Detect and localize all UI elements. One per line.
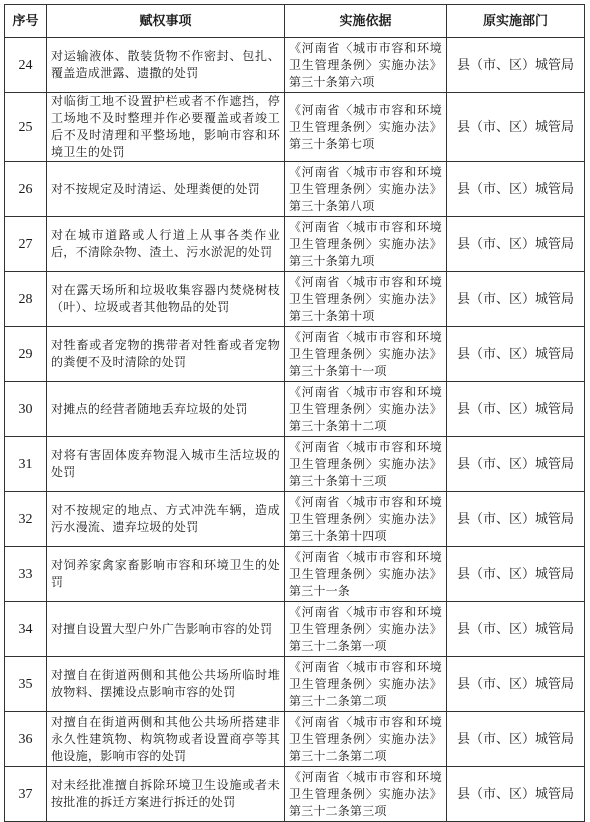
row-basis: 《河南省〈城市市容和环境卫生管理条例〉实施办法》第三十条第十四项 [285, 492, 447, 547]
row-dept: 县（市、区）城管局 [447, 93, 585, 162]
row-item: 对饲养家禽家畜影响市容和环境卫生的处罚 [47, 547, 285, 602]
row-no: 29 [5, 327, 47, 382]
row-dept: 县（市、区）城管局 [447, 437, 585, 492]
table-row [5, 162, 585, 217]
row-basis: 《河南省〈城市市容和环境卫生管理条例〉实施办法》第三十条第十一项 [285, 327, 447, 382]
row-item: 对不按规定及时清运、处理粪便的处罚 [47, 162, 285, 217]
row-dept: 县（市、区）城管局 [447, 547, 585, 602]
row-dept: 县（市、区）城管局 [447, 162, 585, 217]
table-row [5, 382, 585, 437]
table-row [5, 492, 585, 547]
row-basis: 《河南省〈城市市容和环境卫生管理条例〉实施办法》第三十条第十项 [285, 272, 447, 327]
row-basis: 《河南省〈城市市容和环境卫生管理条例〉实施办法》第三十条第七项 [285, 93, 447, 162]
row-item: 对不按规定的地点、方式冲洗车辆，造成污水漫流、遗弃垃圾的处罚 [47, 492, 285, 547]
row-dept: 县（市、区）城管局 [447, 602, 585, 657]
row-basis: 《河南省〈城市市容和环境卫生管理条例〉实施办法》第三十条第八项 [285, 162, 447, 217]
row-no: 37 [5, 767, 47, 822]
row-item: 对未经批准擅自拆除环境卫生设施或者未按批准的拆迁方案进行拆迁的处罚 [47, 767, 285, 822]
table-row [5, 437, 585, 492]
row-item: 对擅自在街道两侧和其他公共场所搭建非永久性建筑物、构筑物或者设置商亭等其他设施，影响市容的处罚 [47, 712, 285, 767]
table-row [5, 272, 585, 327]
authority-table [4, 4, 585, 822]
row-item: 对擅自在街道两侧和其他公共场所临时堆放物料、摆摊设点影响市容的处罚 [47, 657, 285, 712]
table-row [5, 602, 585, 657]
row-basis: 《河南省〈城市市容和环境卫生管理条例〉实施办法》第三十二条第一项 [285, 602, 447, 657]
row-no: 24 [5, 38, 47, 93]
row-basis: 《河南省〈城市市容和环境卫生管理条例〉实施办法》第三十条第九项 [285, 217, 447, 272]
row-dept: 县（市、区）城管局 [447, 712, 585, 767]
row-no: 25 [5, 93, 47, 162]
table-row [5, 547, 585, 602]
header-dept: 原实施部门 [447, 5, 585, 38]
row-item: 对将有害固体废弃物混入城市生活垃圾的处罚 [47, 437, 285, 492]
row-basis: 《河南省〈城市市容和环境卫生管理条例〉实施办法》第三十二条第二项 [285, 712, 447, 767]
row-no: 27 [5, 217, 47, 272]
row-dept: 县（市、区）城管局 [447, 767, 585, 822]
row-item: 对运输液体、散装货物不作密封、包扎、覆盖造成泄露、遗撒的处罚 [47, 38, 285, 93]
row-item: 对摊点的经营者随地丢弃垃圾的处罚 [47, 382, 285, 437]
table-row [5, 93, 585, 162]
row-basis: 《河南省〈城市市容和环境卫生管理条例〉实施办法》第三十条第六项 [285, 38, 447, 93]
row-dept: 县（市、区）城管局 [447, 382, 585, 437]
row-no: 31 [5, 437, 47, 492]
header-no: 序号 [5, 5, 47, 38]
table-row [5, 327, 585, 382]
row-basis: 《河南省〈城市市容和环境卫生管理条例〉实施办法》第三十条第十二项 [285, 382, 447, 437]
row-item: 对临街工地不设置护栏或者不作遮挡，停工场地不及时整理并作必要覆盖或者竣工后不及时清理和平整场地，影响市容和环境卫生的处罚 [47, 93, 285, 162]
header-item: 赋权事项 [47, 5, 285, 38]
row-dept: 县（市、区）城管局 [447, 217, 585, 272]
row-item: 对擅自设置大型户外广告影响市容的处罚 [47, 602, 285, 657]
row-dept: 县（市、区）城管局 [447, 38, 585, 93]
row-no: 36 [5, 712, 47, 767]
document-page [4, 4, 584, 822]
table-row [5, 767, 585, 822]
row-basis: 《河南省〈城市市容和环境卫生管理条例〉实施办法》第三十二条第三项 [285, 767, 447, 822]
table-row [5, 657, 585, 712]
row-basis: 《河南省〈城市市容和环境卫生管理条例〉实施办法》第三十条第十三项 [285, 437, 447, 492]
row-basis: 《河南省〈城市市容和环境卫生管理条例〉实施办法》第三十一条 [285, 547, 447, 602]
row-dept: 县（市、区）城管局 [447, 272, 585, 327]
row-item: 对在露天场所和垃圾收集容器内焚烧树枝（叶）、垃圾或者其他物品的处罚 [47, 272, 285, 327]
row-no: 28 [5, 272, 47, 327]
table-header-row [5, 5, 585, 38]
row-item: 对在城市道路或人行道上从事各类作业后，不清除杂物、渣土、污水淤泥的处罚 [47, 217, 285, 272]
row-dept: 县（市、区）城管局 [447, 492, 585, 547]
row-dept: 县（市、区）城管局 [447, 657, 585, 712]
row-basis: 《河南省〈城市市容和环境卫生管理条例〉实施办法》第三十二条第二项 [285, 657, 447, 712]
header-basis: 实施依据 [285, 5, 447, 38]
row-no: 32 [5, 492, 47, 547]
table-row [5, 712, 585, 767]
table-row [5, 38, 585, 93]
row-no: 26 [5, 162, 47, 217]
row-no: 30 [5, 382, 47, 437]
row-dept: 县（市、区）城管局 [447, 327, 585, 382]
table-row [5, 217, 585, 272]
row-item: 对牲畜或者宠物的携带者对牲畜或者宠物的粪便不及时清除的处罚 [47, 327, 285, 382]
row-no: 35 [5, 657, 47, 712]
row-no: 34 [5, 602, 47, 657]
row-no: 33 [5, 547, 47, 602]
